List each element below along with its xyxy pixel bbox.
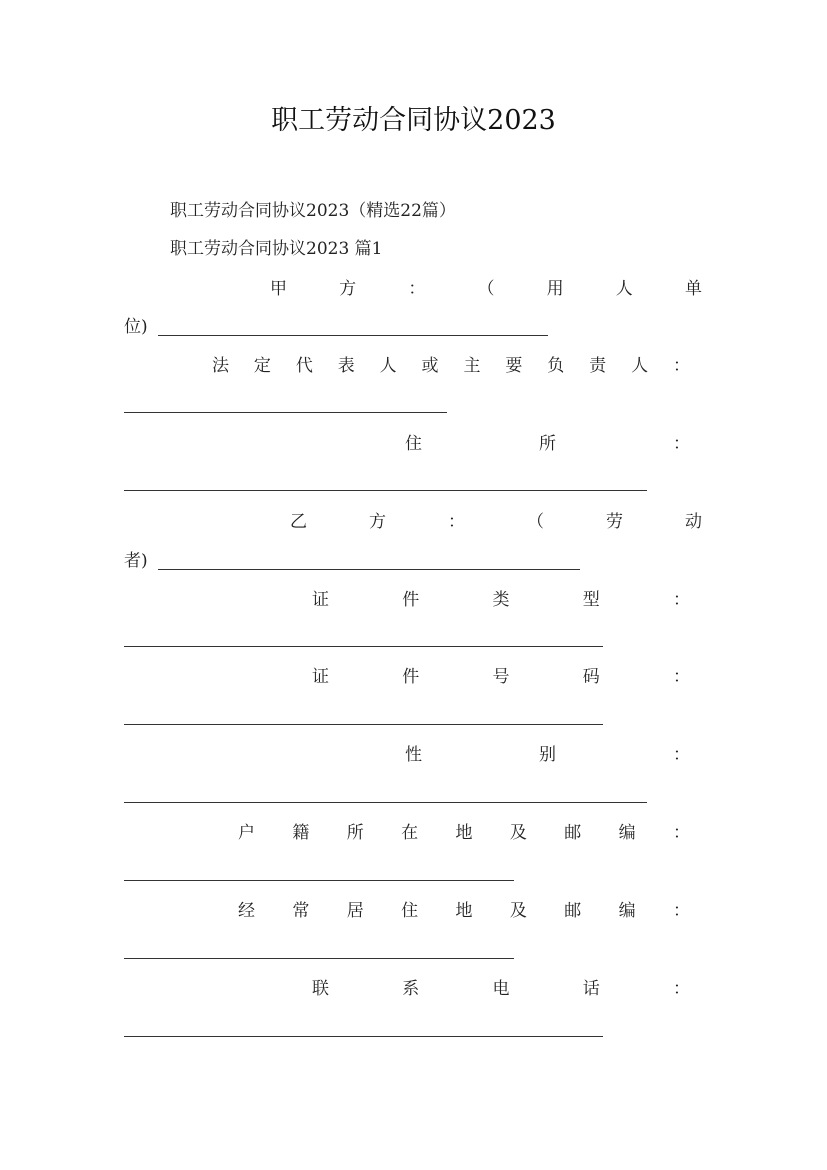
label-char: 地 [455,901,473,921]
phone-blank[interactable] [124,1036,603,1037]
label-char: 住 [405,434,422,454]
id-number-blank[interactable] [124,724,603,725]
label-char: 话 [582,979,600,999]
label-char: 用 [546,279,564,299]
legal-representative-blank[interactable] [124,412,447,413]
party-a-blank[interactable] [158,335,548,336]
label-char: ： [673,590,690,610]
label-char: 码 [582,667,600,687]
label-char: 主 [463,356,481,376]
party-a-label [270,276,702,302]
label-char: 方 [369,512,386,532]
label-char: 及 [509,901,527,921]
label-char: ： [673,434,690,454]
label-char: ： [408,279,426,299]
label-char: ： [448,512,465,532]
label-char: 要 [505,356,523,376]
label-char: 地 [455,823,473,843]
label-char: （ [477,279,495,299]
label-char: 单 [684,279,702,299]
label-char: 证 [312,590,329,610]
label-char: 代 [295,356,313,376]
id-type-blank[interactable] [124,646,603,647]
address-blank[interactable] [124,490,647,491]
label-char: 法 [212,356,229,376]
party-b-label [290,509,702,535]
gender-label [405,742,690,768]
label-char: 及 [509,823,527,843]
label-char: ： [672,356,690,376]
label-char: 性 [405,745,422,765]
label-char: ： [673,823,690,843]
label-char: ： [673,901,690,921]
household-registration-label [238,820,690,846]
label-char: ： [673,745,690,765]
residence-blank[interactable] [124,958,514,959]
label-char: 所 [539,434,556,454]
household-registration-blank[interactable] [124,880,514,881]
label-char: 劳 [606,512,623,532]
party-b-label-continued: 者) [124,551,148,571]
label-char: 甲 [270,279,287,299]
label-char: 件 [402,590,420,610]
document-subtitle: 职工劳动合同协议2023（精选22篇） [170,201,456,221]
label-char: 在 [401,823,419,843]
label-char: 号 [492,667,510,687]
label-char: 联 [312,979,329,999]
label-char: 经 [238,901,255,921]
label-char: 件 [402,667,420,687]
label-char: 籍 [292,823,310,843]
label-char: 定 [253,356,271,376]
label-char: ： [673,979,690,999]
label-char: 责 [589,356,607,376]
label-char: 编 [618,901,636,921]
label-char: 电 [492,979,510,999]
gender-blank[interactable] [124,802,647,803]
label-char: 人 [615,279,633,299]
label-char: 别 [539,745,556,765]
label-char: 乙 [290,512,307,532]
label-char: 负 [547,356,565,376]
label-char: （ [527,512,544,532]
id-type-label [312,587,690,613]
residence-label [238,898,690,924]
document-title: 职工劳动合同协议2023 [271,105,556,136]
legal-representative-label [212,353,690,379]
label-char: 户 [238,823,255,843]
label-char: 证 [312,667,329,687]
label-char: 类 [492,590,510,610]
label-char: 常 [292,901,310,921]
id-number-label [312,664,690,690]
label-char: 型 [582,590,600,610]
label-char: 所 [346,823,364,843]
label-char: 系 [402,979,420,999]
label-char: 动 [685,512,702,532]
label-char: 人 [379,356,397,376]
section-heading: 职工劳动合同协议2023 篇1 [170,239,383,259]
label-char: ： [673,667,690,687]
label-char: 邮 [564,901,582,921]
label-char: 邮 [564,823,582,843]
label-char: 编 [618,823,636,843]
party-a-label-continued: 位) [124,317,148,337]
label-char: 或 [421,356,439,376]
label-char: 人 [631,356,649,376]
party-b-blank[interactable] [158,569,580,570]
address-label [405,431,690,457]
phone-label [312,976,690,1002]
label-char: 方 [339,279,357,299]
label-char: 表 [337,356,355,376]
label-char: 住 [401,901,419,921]
label-char: 居 [346,901,364,921]
